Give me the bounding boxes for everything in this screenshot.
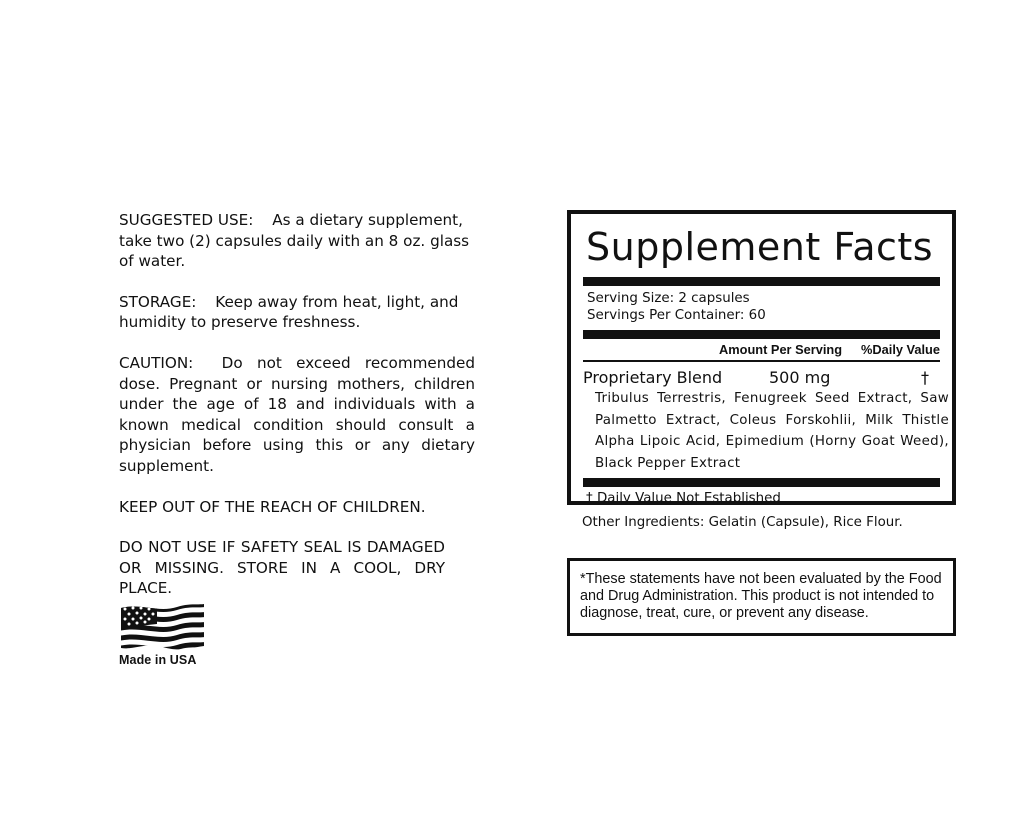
storage-text: Keep away from heat, light, and humidity to preserve freshness. bbox=[119, 292, 459, 332]
amount-per-serving-header: Amount Per Serving bbox=[719, 342, 843, 357]
fda-disclaimer: *These statements have not been evaluated by the Food and Drug Administration. This product is not intended to diagnose, treat, cure, or prevent any disease. bbox=[567, 558, 956, 636]
caution-label: CAUTION: bbox=[119, 353, 194, 372]
storage-label: STORAGE: bbox=[119, 292, 197, 311]
daily-value-note: † Daily Value Not Established bbox=[586, 491, 781, 507]
supplement-facts-panel bbox=[567, 210, 956, 505]
supplement-facts-title: Supplement Facts bbox=[586, 225, 934, 269]
storage bbox=[119, 292, 475, 333]
daily-value-header: %Daily Value bbox=[861, 342, 940, 357]
blend-name: Proprietary Blend bbox=[583, 368, 723, 387]
made-in-usa-badge bbox=[119, 602, 207, 667]
caution bbox=[119, 353, 475, 477]
safety-seal-warning: DO NOT USE IF SAFETY SEAL IS DAMAGED OR MISSING. STORE IN A COOL, DRY PLACE. bbox=[119, 538, 445, 598]
blend-daily-value: † bbox=[921, 368, 929, 387]
other-ingredients: Other Ingredients: Gelatin (Capsule), Rice Flour. bbox=[582, 515, 903, 530]
serving-info bbox=[583, 286, 940, 324]
divider-thin bbox=[583, 360, 940, 362]
suggested-use-text: As a dietary supplement, take two (2) capsules daily with an 8 oz. glass of water. bbox=[119, 211, 470, 271]
usa-flag-icon bbox=[119, 602, 205, 652]
divider-thick bbox=[583, 478, 940, 487]
blend-ingredients: Tribulus Terrestris, Fenugreek Seed Extract, Saw Palmetto Extract, Coleus Forskohlii, Milk Thistle Alpha Lipoic Acid, Epimedium (Horny Goat Weed), Black Pepper Extract bbox=[595, 391, 949, 471]
divider-thick bbox=[583, 330, 940, 339]
proprietary-blend-row bbox=[583, 367, 940, 388]
caution-text: Do not exceed recommended dose. Pregnant or nursing mothers, children under the age of 18 and individuals with a known medical condition should consult a physician before using this or any dietary supplement. bbox=[119, 353, 476, 475]
suggested-use bbox=[119, 210, 475, 272]
serving-size: Serving Size: 2 capsules bbox=[587, 291, 750, 306]
directions-panel bbox=[119, 210, 475, 619]
suggested-use-label: SUGGESTED USE: bbox=[119, 211, 254, 229]
made-in-usa-label: Made in USA bbox=[119, 653, 197, 667]
divider-thick bbox=[583, 277, 940, 286]
column-headers bbox=[583, 339, 940, 359]
keep-out-warning: KEEP OUT OF THE REACH OF CHILDREN. bbox=[119, 497, 426, 516]
blend-amount: 500 mg bbox=[769, 368, 831, 387]
servings-per-container: Servings Per Container: 60 bbox=[587, 308, 766, 323]
